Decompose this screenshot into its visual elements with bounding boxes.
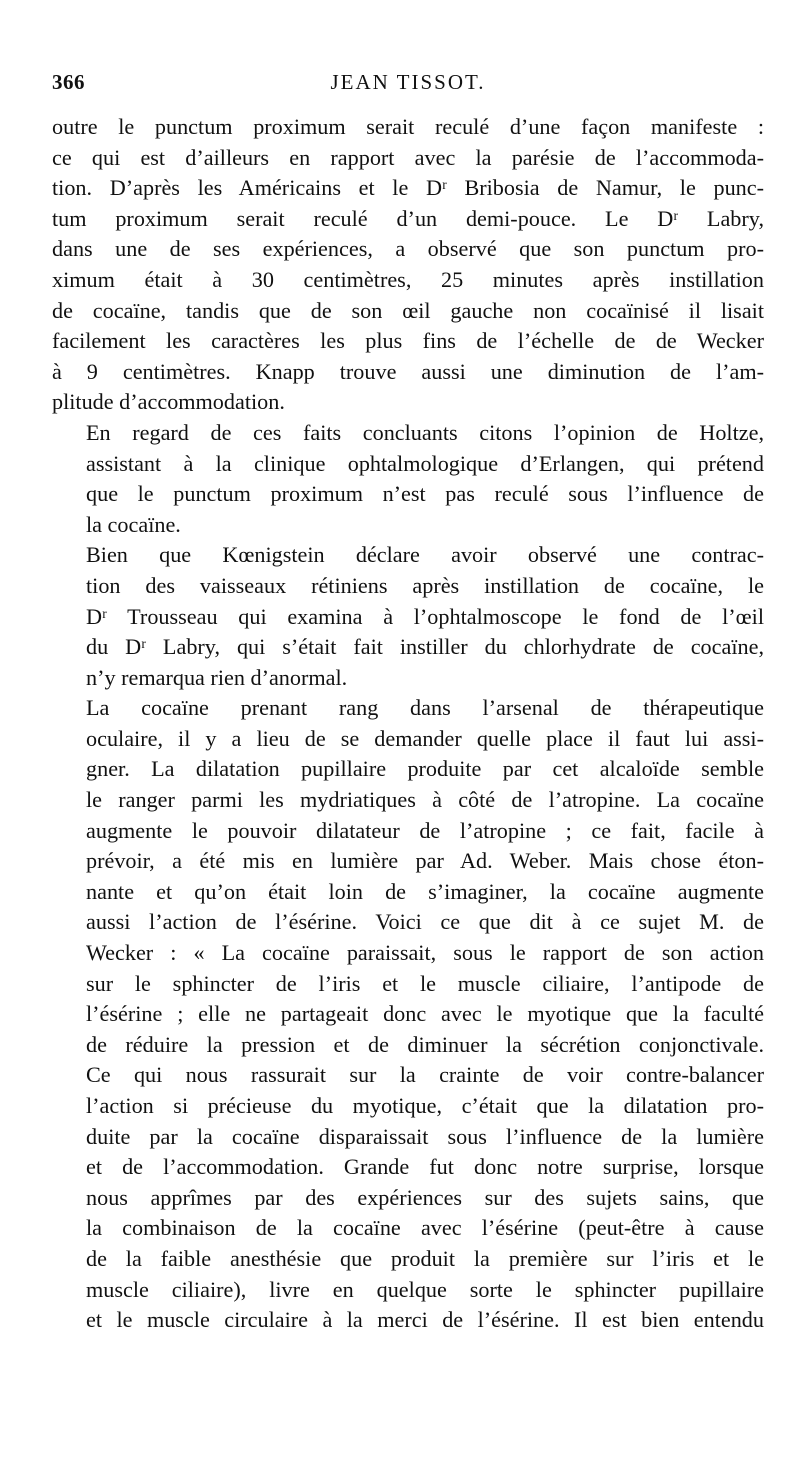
text-line: duite par la cocaïne disparaissait sous l’influence de la lumière bbox=[86, 1123, 764, 1149]
text-line: La cocaïne prenant rang dans l’arsenal de thérapeutique bbox=[86, 695, 764, 721]
running-header bbox=[52, 62, 764, 102]
text-line: ce qui est d’ailleurs en rapport avec la parésie de l’accommoda- bbox=[52, 144, 764, 170]
running-title: JEAN TISSOT. bbox=[330, 70, 486, 94]
paragraph-4 bbox=[52, 693, 764, 1335]
text-line: du Dʳ Labry, qui s’était fait instiller du chlorhydrate de cocaïne, bbox=[86, 634, 764, 660]
body-text bbox=[52, 112, 764, 1336]
book-page bbox=[52, 62, 764, 1336]
text-line: oculaire, il y a lieu de se demander quelle place il faut lui assi- bbox=[86, 725, 764, 751]
text-line: que le punctum proximum n’est pas reculé sous l’influence de bbox=[86, 481, 764, 507]
text-line: Dʳ Trousseau qui examina à l’ophtalmoscope le fond de l’œil bbox=[86, 603, 764, 629]
text-line: de cocaïne, tandis que de son œil gauche non cocaïnisé il lisait bbox=[52, 297, 764, 323]
text-line: facilement les caractères les plus fins de l’échelle de de Wecker bbox=[52, 328, 764, 354]
text-line: tion des vaisseaux rétiniens après instillation de cocaïne, le bbox=[86, 572, 764, 598]
text-line: outre le punctum proximum serait reculé d’une façon manifeste : bbox=[52, 114, 764, 139]
text-line: de la faible anesthésie que produit la première sur l’iris et le bbox=[86, 1245, 764, 1271]
text-line: le ranger parmi les mydriatiques à côté de l’atropine. La cocaïne bbox=[86, 787, 764, 813]
text-line: la combinaison de la cocaïne avec l’ésérine (peut-être à cause bbox=[86, 1215, 764, 1241]
text-line: nante et qu’on était loin de s’imaginer, la cocaïne augmente bbox=[86, 878, 764, 904]
text-line: assistant à la clinique ophtalmologique d’Erlangen, qui prétend bbox=[86, 450, 764, 476]
text-line: à 9 centimètres. Knapp trouve aussi une diminution de l’am- bbox=[52, 358, 764, 384]
text-line: la cocaïne. bbox=[86, 511, 181, 537]
text-line: prévoir, a été mis en lumière par Ad. Weber. Mais chose éton- bbox=[86, 848, 764, 874]
text-line: tion. D’après les Américains et le Dʳ Bribosia de Namur, le punc- bbox=[52, 175, 764, 201]
text-line: Wecker : « La cocaïne paraissait, sous le rapport de son action bbox=[86, 940, 764, 966]
text-line: gner. La dilatation pupillaire produite par cet alcaloïde semble bbox=[86, 756, 764, 782]
text-line: En regard de ces faits concluants citons l’opinion de Holtze, bbox=[86, 419, 764, 445]
text-line: l’action si précieuse du myotique, c’était que la dilatation pro- bbox=[86, 1093, 764, 1118]
text-line: plitude d’accommodation. bbox=[52, 389, 285, 415]
text-line: muscle ciliaire), livre en quelque sorte le sphincter pupillaire bbox=[86, 1276, 764, 1302]
text-line: ximum était à 30 centimètres, 25 minutes après instillation bbox=[52, 266, 764, 292]
page-number: 366 bbox=[52, 70, 85, 94]
paragraph-2 bbox=[52, 418, 764, 540]
text-line: augmente le pouvoir dilatateur de l’atropine ; ce fait, facile à bbox=[86, 817, 764, 843]
text-line: l’ésérine ; elle ne partageait donc avec le myotique que la faculté bbox=[86, 1001, 764, 1027]
text-line: sur le sphincter de l’iris et le muscle ciliaire, l’antipode de bbox=[86, 970, 764, 996]
text-line: et le muscle circulaire à la merci de l’ésérine. Il est bien entendu bbox=[86, 1307, 764, 1333]
text-line: nous apprîmes par des expériences sur des sujets sains, que bbox=[86, 1184, 764, 1210]
text-line: dans une de ses expériences, a observé que son punctum pro- bbox=[52, 236, 764, 262]
paragraph-3 bbox=[52, 540, 764, 693]
text-line: de réduire la pression et de diminuer la sécrétion conjonctivale. bbox=[86, 1031, 764, 1057]
text-line: tum proximum serait reculé d’un demi-pouce. Le Dʳ Labry, bbox=[52, 205, 764, 231]
text-line: et de l’accommodation. Grande fut donc notre surprise, lorsque bbox=[86, 1154, 764, 1180]
text-line: Ce qui nous rassurait sur la crainte de voir contre-balancer bbox=[86, 1062, 764, 1088]
text-line: aussi l’action de l’ésérine. Voici ce que dit à ce sujet M. de bbox=[86, 909, 764, 935]
text-line: n’y remarqua rien d’anormal. bbox=[86, 664, 348, 690]
paragraph-1 bbox=[52, 112, 764, 418]
text-line: Bien que Kœnigstein déclare avoir observé une contrac- bbox=[86, 542, 764, 568]
